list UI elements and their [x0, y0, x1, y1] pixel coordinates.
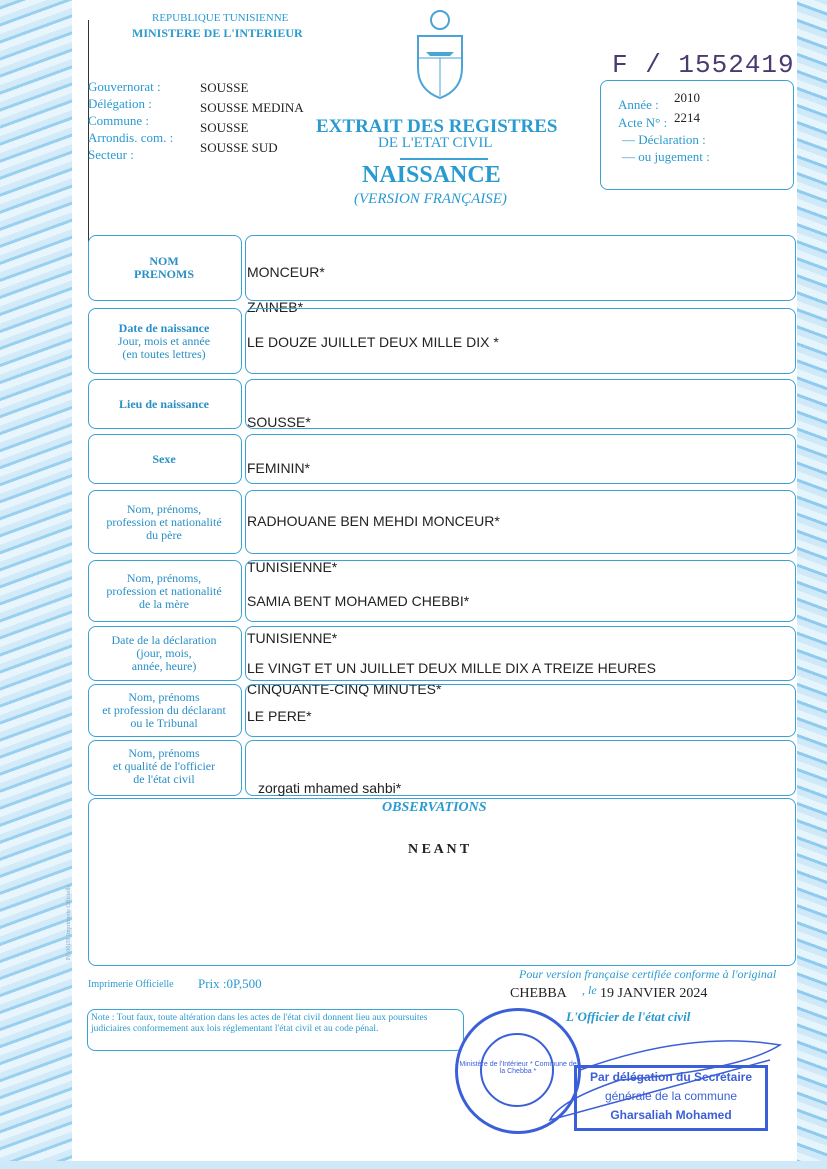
label-lieu: Lieu de naissance [118, 396, 209, 411]
admin-values: SOUSSE SOUSSE MEDINA SOUSSE SOUSSE SUD [200, 80, 304, 155]
title-line1: EXTRAIT DES REGISTRES [316, 116, 558, 137]
title-divider [400, 158, 488, 160]
label-declarant: Nom, prénoms et profession du déclarant ou le Tribunal [102, 690, 226, 730]
value-date-naissance: LE DOUZE JUILLET DEUX MILLE DIX * [247, 334, 499, 350]
acte-label: Acte N° : [618, 115, 668, 130]
le-label: , le [582, 983, 597, 997]
date-value: 19 JANVIER 2024 [600, 986, 708, 1001]
label-sexe: Sexe [152, 451, 176, 466]
observations-title: OBSERVATIONS [382, 800, 487, 815]
officer-label: L'Officier de l'état civil [566, 1009, 691, 1024]
label-officier: Nom, prénoms et qualité de l'officier de l'état civil [112, 745, 216, 786]
declaration-label: — Déclaration : [622, 132, 706, 147]
annee-label: Année : [618, 97, 659, 112]
label-declaration: Date de la déclaration (jour, mois, année, heure) [111, 633, 217, 673]
serial-number: F / 1552419 [612, 50, 795, 80]
decorative-border-bottom [0, 1161, 827, 1169]
observations-text: N E A N T [408, 842, 470, 857]
document-type: NAISSANCE [362, 162, 501, 188]
value-lieu: SOUSSE* [247, 414, 311, 430]
note-text: Note : Tout faux, toute altération dans les actes de l'état civil donnent lieu aux poursuites judiciaires conformement aux lois réglementant l'état civil et au code pénal. [91, 1013, 428, 1034]
value-declaration-cont: CINQUANTE-CINQ MINUTES* [247, 681, 442, 697]
value-declarant: LE PERE* [247, 708, 312, 724]
signature [540, 1030, 800, 1130]
jugement-label: — ou jugement : [622, 149, 710, 164]
round-stamp: Ministère de l'Intérieur * Commune de la Chebba * [455, 1008, 581, 1134]
decorative-border-left [0, 0, 72, 1169]
delegation-stamp: Par délégation du Secrétaire générale de la commune Gharsaliah Mohamed [574, 1065, 768, 1131]
label-pere: Nom, prénoms, profession et nationalité du père [106, 501, 222, 542]
annee-value: 2010 [674, 90, 700, 105]
value-prenoms: ZAINEB* [247, 299, 304, 315]
printer-label: Imprimerie Officielle [88, 979, 174, 990]
value-sexe: FEMININ* [247, 460, 310, 476]
certified-label: Pour version française certifiée conforme à l'original [519, 967, 777, 981]
ministry-label: MINISTERE DE L'INTERIEUR [132, 26, 303, 40]
value-mere-nationalite: TUNISIENNE* [247, 630, 338, 646]
decorative-border-right [797, 0, 827, 1169]
value-pere: RADHOUANE BEN MEHDI MONCEUR* [247, 513, 500, 529]
label-mere: Nom, prénoms, profession et nationalité de la mère [106, 570, 222, 611]
republic-label: REPUBLIQUE TUNISIENNE [152, 12, 289, 24]
value-mere: SAMIA BENT MOHAMED CHEBBI* [247, 593, 470, 609]
admin-labels: Gouvernorat : Délégation : Commune : Arrondis. com. : Secteur : [88, 79, 174, 162]
value-nom: MONCEUR* [247, 264, 325, 280]
value-declaration: LE VINGT ET UN JUILLET DEUX MILLE DIX A TREIZE HEURES [247, 660, 656, 676]
acte-value: 2214 [674, 110, 700, 125]
label-nom: NOM PRENOMS [134, 254, 194, 281]
label-date-naissance: Date de naissance Jour, mois et année (en toutes lettres) [117, 320, 211, 361]
version-label: (VERSION FRANÇAISE) [354, 191, 507, 207]
title-line2: DE L'ETAT CIVIL [378, 135, 493, 151]
value-officier: zorgati mhamed sahbi* [258, 780, 402, 796]
price-label: Prix :0P,500 [198, 976, 262, 991]
side-printer-code: F(100)59 Imprimerie Officielle [66, 884, 72, 960]
tunisia-coat-of-arms-icon [410, 8, 470, 100]
value-pere-nationalite: TUNISIENNE* [247, 559, 338, 575]
place-value: CHEBBA [510, 986, 567, 1001]
observations-box [88, 798, 796, 966]
